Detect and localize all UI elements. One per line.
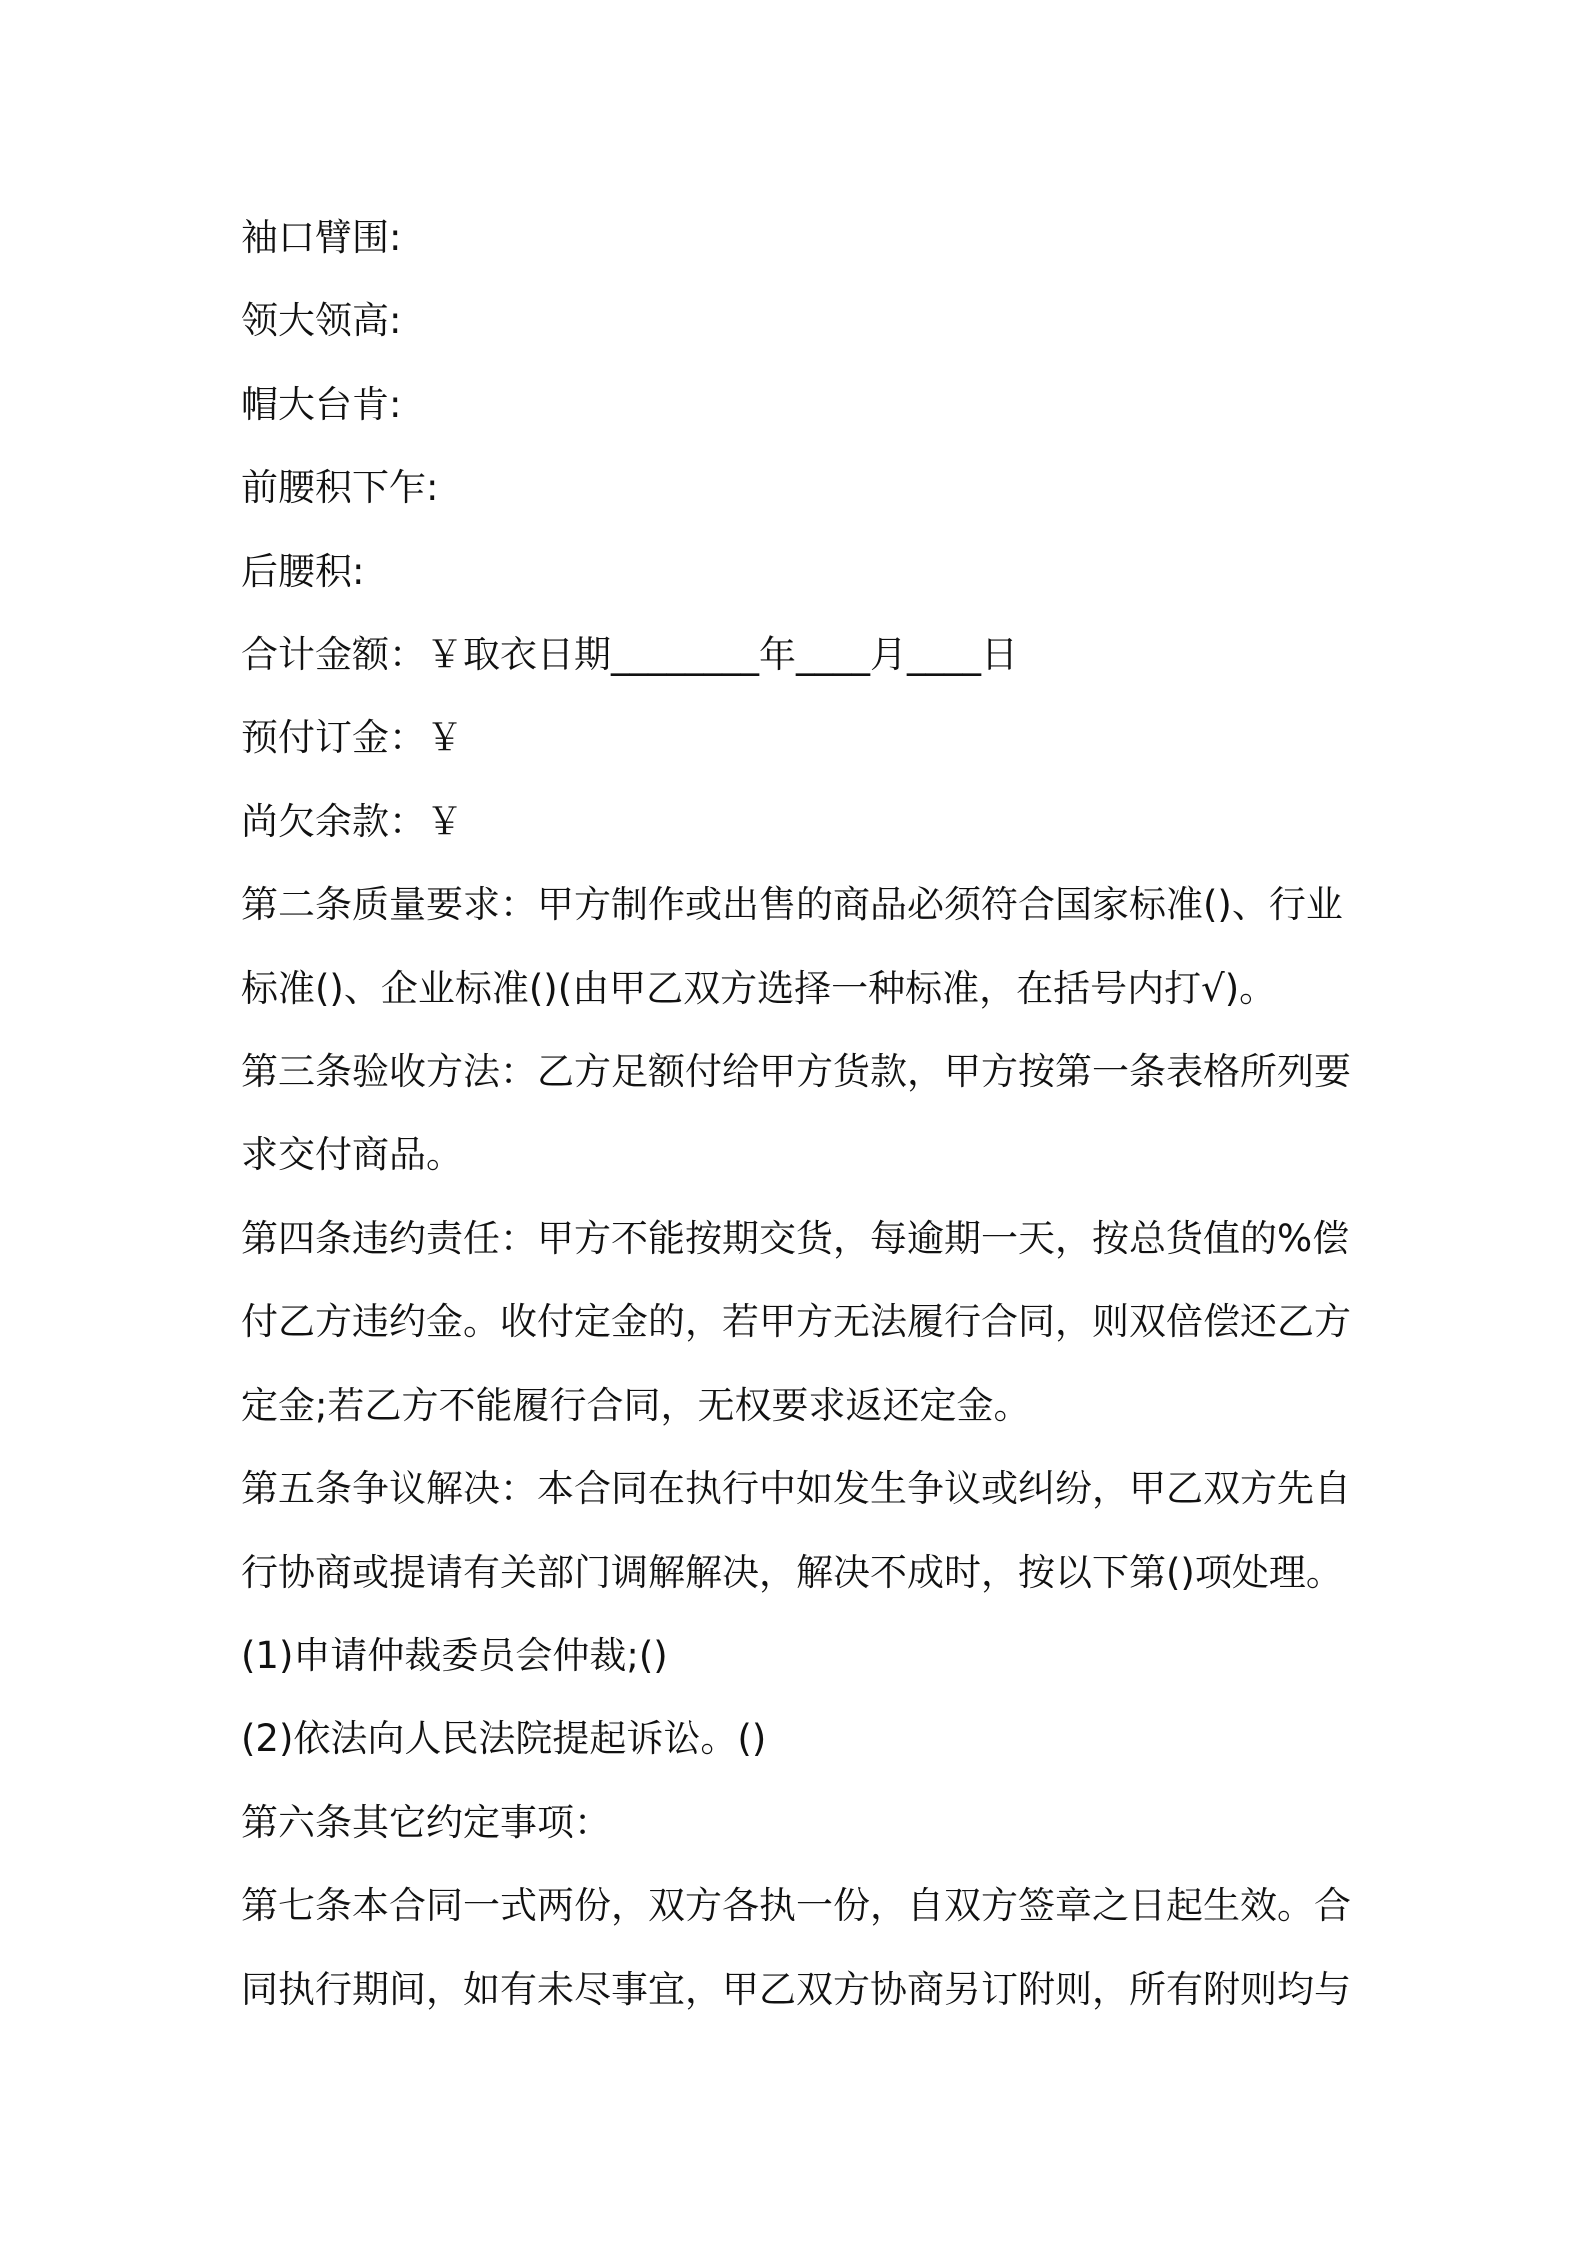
line-deposit: 预付订金：￥ [241, 716, 463, 760]
article-2-line-2: 标准()、企业标准()(由甲乙双方选择一种标准，在括号内打√)。 [241, 966, 1277, 1010]
contract-body [241, 196, 1361, 2031]
article-4-line-3: 定金;若乙方不能履行合同，无权要求返还定金。 [241, 1383, 1031, 1427]
article-7-line-2: 同执行期间，如有未尽事宜，甲乙双方协商另订附则，所有附则均与 [241, 1967, 1351, 2011]
article-6-line-1: 第六条其它约定事项： [241, 1800, 611, 1844]
line-collar: 领大领高: [241, 299, 402, 343]
line-front-waist: 前腰积下乍: [241, 466, 439, 510]
article-2-line-1: 第二条质量要求：甲方制作或出售的商品必须符合国家标准()、行业 [241, 883, 1343, 927]
article-5-option-2: (2)依法向人民法院提起诉讼。() [241, 1717, 767, 1761]
line-total-amount: 合计金额：￥取衣日期________年____月____日 [241, 633, 1018, 677]
line-cuff-arm: 袖口臂围: [241, 216, 402, 259]
article-7-line-1: 第七条本合同一式两份，双方各执一份，自双方签章之日起生效。合 [241, 1884, 1351, 1928]
line-balance: 尚欠余款：￥ [241, 799, 463, 843]
line-back-waist: 后腰积: [241, 549, 365, 593]
article-4-line-1: 第四条违约责任：甲方不能按期交货，每逾期一天，按总货值的%偿 [241, 1216, 1350, 1260]
article-5-option-1: (1)申请仲裁委员会仲裁;() [241, 1633, 668, 1677]
article-5-line-2: 行协商或提请有关部门调解解决，解决不成时，按以下第()项处理。 [241, 1550, 1343, 1594]
article-3-line-2: 求交付商品。 [241, 1133, 463, 1177]
article-5-line-1: 第五条争议解决：本合同在执行中如发生争议或纠纷，甲乙双方先自 [241, 1467, 1351, 1511]
article-4-line-2: 付乙方违约金。收付定金的，若甲方无法履行合同，则双倍偿还乙方 [241, 1300, 1351, 1344]
article-3-line-1: 第三条验收方法：乙方足额付给甲方货款，甲方按第一条表格所列要 [241, 1050, 1351, 1094]
line-hat: 帽大台肯: [241, 382, 402, 426]
